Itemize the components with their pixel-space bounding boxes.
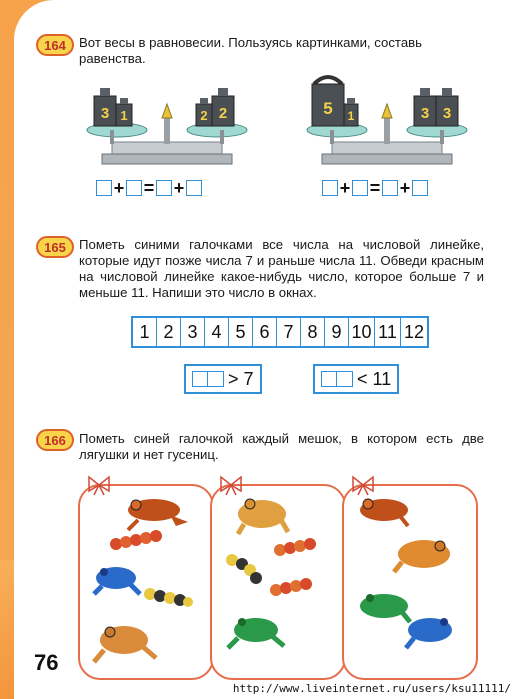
equation-right <box>322 180 428 196</box>
answer-box[interactable] <box>96 180 112 196</box>
number-line-cell[interactable]: 4 <box>205 318 229 346</box>
equals-sign: = <box>369 178 381 198</box>
frog-icon <box>360 594 410 622</box>
number-line <box>131 316 429 348</box>
frog-icon <box>228 618 284 648</box>
frog-icon <box>94 626 156 662</box>
task-166-text: Пометь синей галочкой каждый мешок, в котором есть две лягушки и нет гусениц. <box>79 431 484 462</box>
number-line-cell[interactable]: 2 <box>157 318 181 346</box>
answer-box[interactable] <box>126 180 142 196</box>
number-line-cell[interactable]: 9 <box>325 318 349 346</box>
digit-window[interactable] <box>337 371 353 387</box>
number-line-cell[interactable]: 5 <box>229 318 253 346</box>
weight-label: 3 <box>100 105 110 122</box>
answer-box[interactable] <box>156 180 172 196</box>
number-line-cell[interactable]: 6 <box>253 318 277 346</box>
answer-box[interactable] <box>412 180 428 196</box>
number-line-cell[interactable]: 3 <box>181 318 205 346</box>
plus-sign: + <box>399 178 411 198</box>
frog-icon <box>94 567 140 594</box>
bag-2-contents <box>212 490 344 678</box>
frog-icon <box>394 540 450 572</box>
caterpillar-icon <box>270 578 312 596</box>
compare-box-less <box>313 364 399 394</box>
compare-greater-text: > 7 <box>228 368 254 389</box>
answer-box[interactable] <box>322 180 338 196</box>
balance-scale-left <box>82 80 252 172</box>
frog-icon <box>360 499 408 526</box>
number-line-cell[interactable]: 10 <box>349 318 375 346</box>
digit-window[interactable] <box>208 371 224 387</box>
task-164-text: Вот весы в равновесии. Пользуясь картинками, составь равенства. <box>79 35 423 66</box>
answer-box[interactable] <box>186 180 202 196</box>
number-line-cell[interactable]: 1 <box>133 318 157 346</box>
number-line-cell[interactable]: 7 <box>277 318 301 346</box>
source-url[interactable]: http://www.liveinternet.ru/users/ksu11111/ <box>232 682 511 695</box>
page-number: 76 <box>34 650 59 675</box>
task-165-badge: 165 <box>36 236 74 258</box>
weight-label: 2 <box>218 105 228 122</box>
digit-window[interactable] <box>192 371 208 387</box>
bag-3-contents <box>344 490 476 678</box>
weight-label: 2 <box>200 108 208 123</box>
caterpillar-icon <box>110 530 162 550</box>
frog-icon <box>238 499 288 534</box>
task-165-text: Пометь синими галочками все числа на числовой линейке, которые идут позже числа 7 и раньше числа 11. Обведи красным на числовой линейке какое-нибудь число, которое больше 7 и меньше 11. Напиши это число в окнах. <box>79 237 484 300</box>
weight-label: 3 <box>442 105 452 122</box>
bag-1-contents <box>80 490 212 678</box>
compare-less-text: < 11 <box>357 368 392 389</box>
frog-icon <box>406 618 452 648</box>
equals-sign: = <box>143 178 155 198</box>
answer-box[interactable] <box>352 180 368 196</box>
number-line-cell[interactable]: 12 <box>403 321 425 342</box>
weight-label: 5 <box>323 99 333 118</box>
plus-sign: + <box>173 178 185 198</box>
answer-box[interactable] <box>382 180 398 196</box>
caterpillar-icon <box>144 588 193 607</box>
compare-box-greater <box>184 364 262 394</box>
number-line-cell[interactable]: 8 <box>301 318 325 346</box>
number-line-cell[interactable]: 11 <box>375 318 401 346</box>
weight-label: 3 <box>420 105 430 122</box>
task-164-badge: 164 <box>36 34 74 56</box>
plus-sign: + <box>339 178 351 198</box>
caterpillar-icon <box>274 538 316 556</box>
weight-label: 1 <box>347 109 355 123</box>
balance-scale-right <box>302 74 472 172</box>
digit-window[interactable] <box>321 371 337 387</box>
plus-sign: + <box>113 178 125 198</box>
task-166-badge: 166 <box>36 429 74 451</box>
frog-icon <box>128 499 188 530</box>
weight-label: 1 <box>120 108 128 123</box>
caterpillar-icon <box>226 554 262 584</box>
equation-left <box>96 180 202 196</box>
